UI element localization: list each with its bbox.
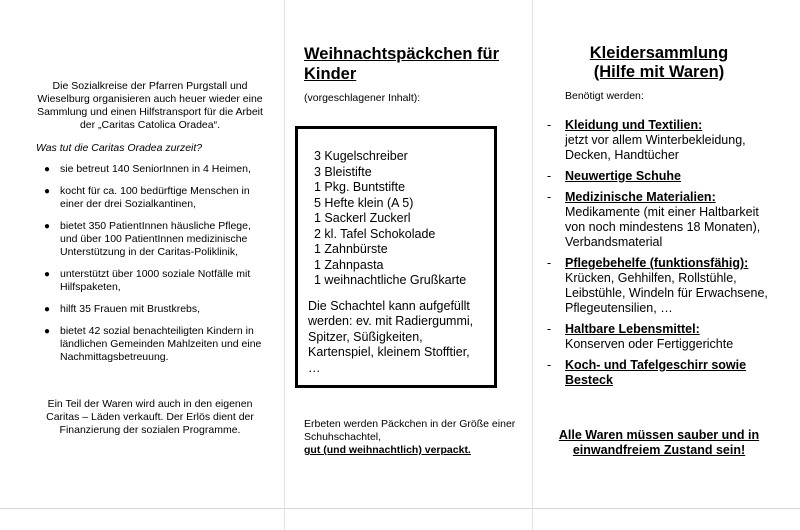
list-item (545, 256, 773, 316)
left-footer-text: Ein Teil der Waren wird auch in den eigenen Caritas – Läden verkauft. Der Erlös dient der Finanzierung der sozialen Programme. (46, 398, 254, 436)
need-detail: Medikamente (mit einer Haltbarkeit von noch mindestens 18 Monaten), Verbandsmaterial (565, 205, 761, 249)
middle-footer (304, 418, 524, 457)
package-note: Die Schachtel kann aufgefüllt werden: ev. mit Radiergummi, Spitzer, Süßigkeiten, Kartenspiel, kleinem Stofftier, … (308, 298, 474, 375)
list-item (545, 118, 773, 163)
list-item: ● bietet 350 PatientInnen häusliche Pflege, und über 100 PatientInnen medizinische Unterstützung in der Caritas-Poliklinik, (44, 220, 251, 258)
list-item (545, 169, 773, 184)
list-item: 3 Kugelschreiber (314, 149, 408, 163)
bullet-icon: ● (44, 186, 51, 197)
list-item: 1 Zahnpasta (314, 257, 384, 272)
column-divider-left (284, 0, 285, 530)
list-item: ● bietet 42 sozial benachteiligten Kindern in ländlichen Gemeinden Mahlzeiten und eine Nachmittagsbetreuung. (44, 325, 262, 363)
need-category: Pflegebehelfe (funktionsfähig): (565, 256, 749, 270)
need-category: Kleidung und Textilien: (565, 118, 703, 132)
list-item (545, 190, 773, 250)
list-item (545, 322, 773, 352)
bullet-icon: ● (44, 269, 51, 280)
right-footer: Alle Waren müssen sauber und in einwandfreiem Zustand sein! (558, 428, 760, 457)
dash-icon: - (547, 322, 552, 336)
dash-icon: - (547, 190, 552, 204)
page-bottom-edge (0, 508, 800, 509)
list-item: 1 weihnachtliche Grußkarte (314, 273, 467, 287)
need-category: Haltbare Lebensmittel: (565, 322, 700, 336)
need-category: Koch- und Tafelgeschirr sowie Besteck (565, 358, 747, 387)
need-detail: Krücken, Gehhilfen, Rollstühle, Leibstühle, Windeln für Erwachsene, Pflegeutensilien, … (565, 271, 768, 315)
list-item: ● sie betreut 140 SeniorInnen in 4 Heimen, (44, 163, 251, 175)
need-detail: jetzt vor allem Winterbekleidung, Decken, Handtücher (565, 133, 746, 162)
package-contents-box (295, 126, 497, 388)
column-divider-right (532, 0, 533, 530)
need-detail: Konserven oder Fertiggerichte (565, 337, 734, 351)
bullet-icon: ● (44, 304, 51, 315)
left-column (30, 80, 270, 448)
needs-list (545, 118, 773, 388)
package-item-list (308, 149, 484, 289)
list-item: 1 Sackerl Zuckerl (314, 211, 411, 225)
middle-footer-emphasis: gut (und weihnachtlich) verpackt. (304, 444, 471, 456)
list-item: 2 kl. Tafel Schokolade (314, 226, 436, 241)
bullet-icon: ● (44, 221, 51, 232)
right-title: Kleidersammlung (Hilfe mit Waren) (589, 44, 729, 81)
need-category: Neuwertige Schuhe (565, 169, 681, 183)
list-item: 1 Pkg. Buntstifte (314, 180, 406, 194)
dash-icon: - (547, 256, 552, 270)
list-item: ● hilft 35 Frauen mit Brustkrebs, (44, 303, 201, 315)
middle-subtitle: (vorgeschlagener Inhalt): (304, 92, 421, 104)
intro-text: Die Sozialkreise der Pfarren Purgstall und Wieselburg organisieren auch heuer wieder eine Sammlung und einen Hilfstransport für die Arbeit der „Caritas Catolica Oradea“. (37, 80, 263, 131)
middle-footer-text: Erbeten werden Päckchen in der Größe einer Schuhschachtel, (304, 418, 516, 443)
list-item: ● kocht für ca. 100 bedürftige Menschen in einer der drei Sozialkantinen, (44, 185, 250, 210)
task-list (30, 163, 270, 364)
list-item: ● unterstützt über 1000 soziale Notfälle mit Hilfspaketen, (44, 268, 251, 293)
right-subtitle: Benötigt werden: (565, 90, 644, 102)
list-item: 3 Bleistifte (314, 164, 372, 179)
dash-icon: - (547, 358, 552, 372)
bullet-icon: ● (44, 326, 51, 337)
list-item (545, 358, 773, 388)
middle-title: Weihnachtspäckchen für Kinder (304, 45, 499, 83)
dash-icon: - (547, 118, 552, 132)
need-category: Medizinische Materialien: (565, 190, 716, 204)
list-item: 1 Zahnbürste (314, 242, 388, 256)
list-item: 5 Hefte klein (A 5) (314, 195, 414, 210)
right-column (545, 44, 773, 394)
bullet-icon: ● (44, 164, 51, 175)
dash-icon: - (547, 169, 552, 183)
question-heading: Was tut die Caritas Oradea zurzeit? (36, 142, 203, 154)
middle-column (304, 44, 524, 104)
